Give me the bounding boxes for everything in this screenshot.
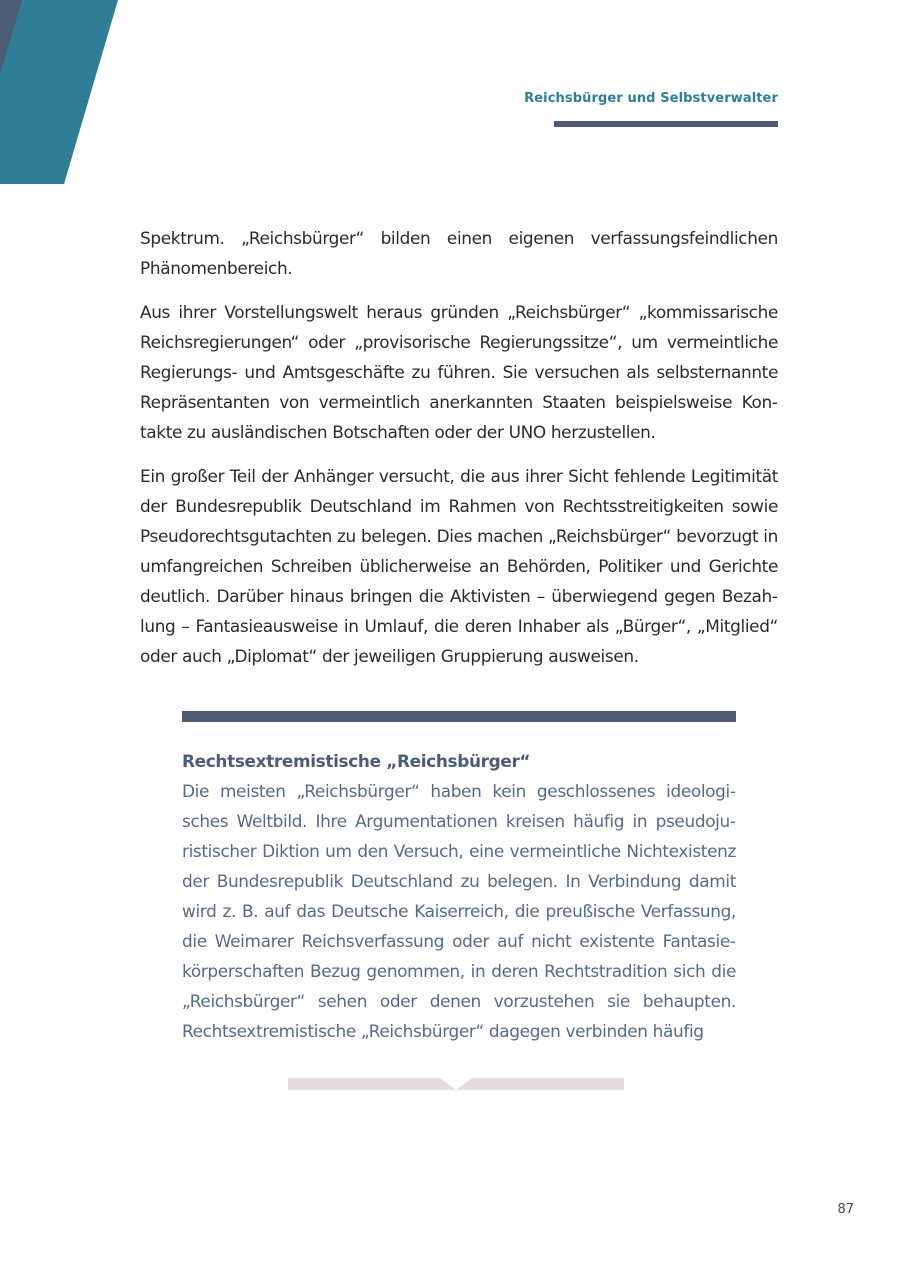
continuation-marker [288, 1078, 624, 1094]
paragraph: Aus ihrer Vorstellungswelt heraus gründen „Reichsbürger“ „kommissarische Reichsregierungen“ oder „provisorische Regierungssitze“, um vermeintliche Regierungs- und Amtsgeschäfte zu führen. Sie versuchen als selbsternannte Repräsentanten von vermeintlich anerkannten Staaten beispielsweise Kontakte zu ausländischen Botschaften oder der UNO herzustellen. [140, 302, 778, 442]
body-text [140, 223, 778, 685]
info-box-text: Die meisten „Reichsbürger“ haben kein geschlossenes ideologisches Weltbild. Ihre Argumentationen kreisen häufig in pseudojuristischer Diktion um den Versuch, eine vermeintliche Nichtexistenz der Bundesrepublik Deutschland zu belegen. In Verbindung damit wird z. B. auf das Deutsche Kaiserreich, die preußische Verfassung, die Weimarer Reichsverfassung oder auf nicht existente Fantasiekörperschaften Bezug genommen, in deren Rechtstradition sich die „Reichsbürger“ sehen oder denen vorzustehen sie behaupten. Rechtsextremistische „Reichsbürger“ dagegen verbinden häufig [182, 781, 736, 1041]
info-box [182, 746, 736, 1046]
page-number: 87 [837, 1202, 854, 1217]
info-box-title: Rechtsextremistische „Reichsbürger“ [182, 751, 531, 771]
info-box-top-rule [182, 711, 736, 722]
running-header-title: Reichsbürger und Selbstverwalter [524, 91, 778, 106]
paragraph: Ein großer Teil der Anhänger versucht, die aus ihrer Sicht fehlende Legitimität der Bundesrepublik Deutschland im Rahmen von Rechtsstreitigkeiten sowie Pseudorechtsgutachten zu belegen. Dies machen „Reichsbürger“ bevorzugt in umfangreichen Schreiben üblicherweise an Behörden, Politiker und Gerichte deutlich. Darüber hinaus bringen die Aktivisten – überwiegend gegen Bezahlung – Fantasieausweise in Umlauf, die deren Inhaber als „Bürger“, „Mitglied“ oder auch „Diplomat“ der jeweiligen Gruppierung ausweisen. [140, 466, 778, 666]
running-header-rule [554, 121, 778, 127]
corner-decoration [0, 0, 120, 190]
paragraph: Spektrum. „Reichsbürger“ bilden einen eigenen verfassungsfeindlichen Phänomenbereich. [140, 228, 778, 278]
